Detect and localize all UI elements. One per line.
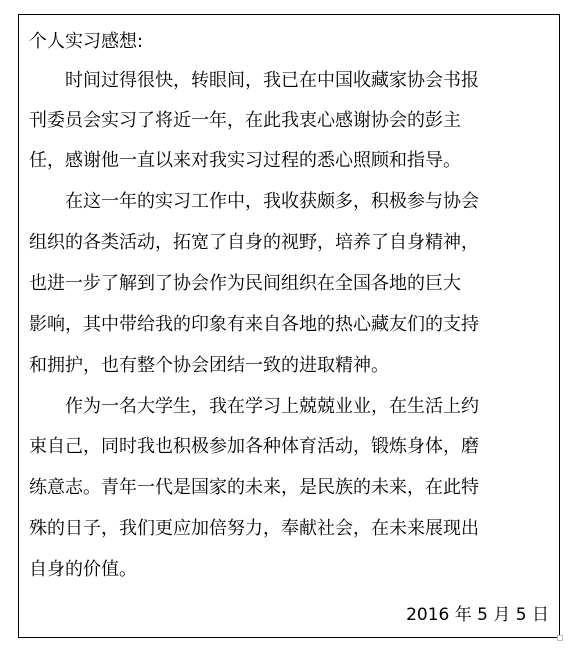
document-heading: 个人实习感想: bbox=[29, 31, 144, 52]
paragraph-line: 殊的日子，我们更应加倍努力，奉献社会，在未来展现出 bbox=[29, 518, 479, 539]
paragraph-line: 影响，其中带给我的印象有来自各地的热心藏友们的支持 bbox=[29, 314, 479, 335]
paragraph-line: 在这一年的实习工作中，我收获颇多，积极参与协会 bbox=[65, 191, 479, 212]
paragraph-line: 刊委员会实习了将近一年，在此我衷心感谢协会的彭主 bbox=[29, 110, 461, 131]
paragraph-line: 束自己，同时我也积极参加各种体育活动，锻炼身体，磨 bbox=[29, 436, 479, 457]
paragraph-line: 练意志。青年一代是国家的未来，是民族的未来，在此特 bbox=[29, 477, 479, 498]
paragraph-line: 作为一名大学生，我在学习上兢兢业业，在生活上约 bbox=[65, 396, 479, 417]
paragraph-line: 任，感谢他一直以来对我实习过程的悉心照顾和指导。 bbox=[29, 150, 461, 171]
paragraph-line: 和拥护，也有整个协会团结一致的进取精神。 bbox=[29, 355, 389, 376]
paragraph-line: 也进一步了解到了协会作为民间组织在全国各地的巨大 bbox=[29, 273, 461, 294]
paragraph-line: 时间过得很快，转眼间，我已在中国收藏家协会书报 bbox=[65, 70, 479, 91]
paragraph-line: 组织的各类活动，拓宽了自身的视野，培养了自身精神， bbox=[29, 232, 479, 253]
document-date: 2016 年 5 月 5 日 bbox=[406, 605, 549, 625]
resize-handle[interactable] bbox=[557, 635, 563, 641]
document-text-box bbox=[18, 14, 560, 638]
paragraph-line: 自身的价值。 bbox=[29, 559, 137, 580]
